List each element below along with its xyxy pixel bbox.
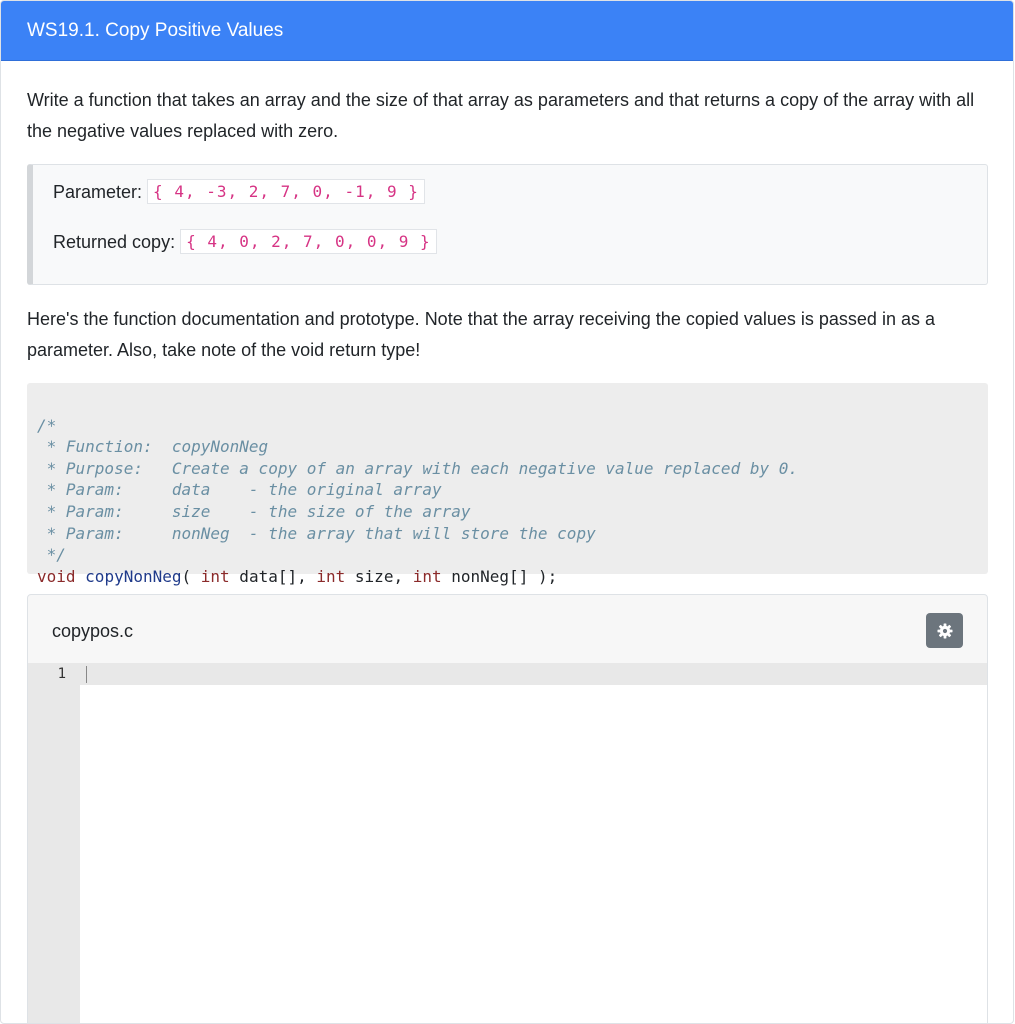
editor-settings-button[interactable]: [926, 613, 963, 648]
return-type-keyword: void: [37, 566, 76, 586]
code-input[interactable]: [90, 663, 980, 1023]
doc-comment-line: * Function: copyNonNeg: [37, 437, 269, 457]
line-number: 1: [57, 666, 66, 682]
param-type-keyword: int: [316, 566, 346, 586]
gear-icon: [937, 623, 953, 639]
doc-comment-line: * Param: data - the original array: [37, 480, 442, 500]
code-editor-card: [27, 594, 988, 1024]
returned-label: Returned copy:: [53, 231, 176, 252]
text-cursor: [86, 666, 87, 683]
param-size: size,: [345, 566, 413, 586]
doc-comment-line: * Purpose: Create a copy of an array with each negative value replaced by 0.: [37, 458, 798, 478]
exercise-title: WS19.1. Copy Positive Values: [1, 1, 1013, 61]
editor-filename: copypos.c: [52, 621, 134, 641]
returned-example: [53, 229, 437, 254]
returned-value: { 4, 0, 2, 7, 0, 0, 9 }: [180, 229, 437, 254]
documentation-note: Here's the function documentation and prototype. Note that the array receiving the copied values is passed in as a parameter. Also, take note of the void return type!: [27, 309, 935, 360]
param-data: data[],: [229, 566, 317, 586]
doc-comment-line: * Param: nonNeg - the array that will store the copy: [37, 523, 596, 543]
code-editor[interactable]: [28, 663, 988, 1024]
doc-comment-line: /*: [37, 415, 57, 435]
parameter-label: Parameter:: [53, 181, 143, 202]
param-type-keyword: int: [412, 566, 442, 586]
param-type-keyword: int: [200, 566, 230, 586]
example-box: [27, 164, 988, 285]
function-prototype-block: [27, 383, 988, 586]
line-number-gutter: [28, 663, 80, 1024]
doc-comment-line: * Param: size - the size of the array: [37, 501, 471, 521]
doc-comment-line: */: [37, 545, 66, 565]
function-name: copyNonNeg: [85, 566, 182, 586]
paren-open: (: [181, 566, 201, 586]
parameter-value: { 4, -3, 2, 7, 0, -1, 9 }: [147, 179, 425, 204]
prototype-line: [37, 566, 988, 588]
exercise-description: Write a function that takes an array and the size of that array as parameters and that returns a copy of the array with all the negative values replaced with zero.: [27, 90, 975, 141]
parameter-example: [53, 179, 425, 204]
param-nonneg: nonNeg[] );: [441, 566, 558, 586]
